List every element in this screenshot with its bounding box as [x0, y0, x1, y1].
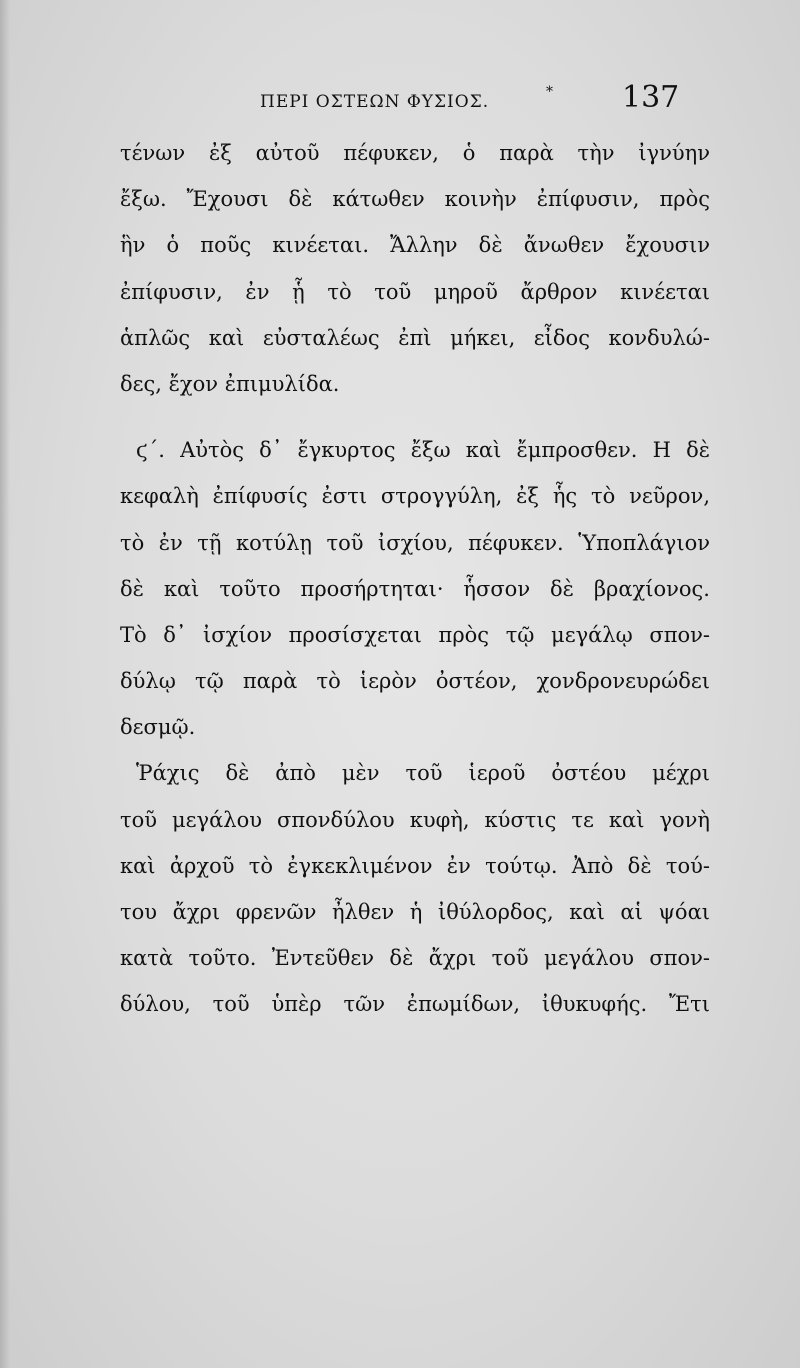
text-line: καὶ ἀρχοῦ τὸ ἐγκεκλιμένον ἐν τούτῳ. Ἀπὸ δὲ τού-	[120, 853, 710, 878]
text-line: δὲ καὶ τοῦτο προσήρτηται· ἧσσον δὲ βραχίονος.	[120, 576, 710, 601]
text-line: τένων ἐξ αὐτοῦ πέφυκεν, ὁ παρὰ τὴν ἰγνύην	[120, 141, 710, 165]
text-line: δες, ἔχον ἐπιμυλίδα.	[120, 371, 340, 396]
text-line: ἁπλῶς καὶ εὐσταλέως ἐπὶ μήκει, εἶδος κονδυλώ-	[120, 325, 710, 350]
printer-mark: *	[546, 84, 553, 100]
text-line: ἐπίφυσιν, ἐν ᾗ τὸ τοῦ μηροῦ ἄρθρον κινέεται	[120, 279, 710, 304]
page-gutter-shadow	[0, 0, 10, 1368]
page-number: 137	[622, 80, 680, 115]
text-line: δύλου, τοῦ ὑπὲρ τῶν ἐπωμίδων, ἰθυκυφής. Ἔτι	[120, 992, 710, 1017]
text-line: ἣν ὁ ποῦς κινέεται. Ἄλλην δὲ ἄνωθεν ἔχουσιν	[120, 233, 710, 258]
text-line: του ἄχρι φρενῶν ἦλθεν ἡ ἰθύλορδος, καὶ αἱ ψόαι	[120, 900, 710, 924]
text-line: δεσμῷ.	[120, 715, 196, 740]
text-line: τοῦ μεγάλου σπονδύλου κυφὴ, κύστις τε καὶ γονὴ	[120, 807, 710, 832]
text-line: ϛ΄. Αὐτὸς δ᾽ ἔγκυρτος ἔξω καὶ ἔμπροσθεν. Η δὲ	[136, 438, 710, 463]
text-line: κεφαλὴ ἐπίφυσίς ἐστι στρογγύλη, ἐξ ἧς τὸ νεῦρον,	[120, 484, 710, 509]
text-line: τὸ ἐν τῇ κοτύλῃ τοῦ ἰσχίου, πέφυκεν. Ὑποπλάγιον	[120, 530, 710, 555]
text-line: Ῥάχις δὲ ἀπὸ μὲν τοῦ ἱεροῦ ὀστέου μέχρι	[136, 761, 710, 786]
text-line: Τὸ δ᾽ ἰσχίον προσίσχεται πρὸς τῷ μεγάλῳ σπον-	[120, 622, 710, 647]
text-line: ἔξω. Ἔχουσι δὲ κάτωθεν κοινὴν ἐπίφυσιν, πρὸς	[120, 187, 710, 212]
text-line: κατὰ τοῦτο. Ἐντεῦθεν δὲ ἄχρι τοῦ μεγάλου σπον-	[120, 946, 710, 971]
text-line: δύλῳ τῷ παρὰ τὸ ἱερὸν ὀστέον, χονδρονευρώδει	[120, 669, 710, 694]
body-text	[120, 130, 710, 1028]
running-title: ΠΕΡΙ ΟΣΤΕΩΝ ΦΥΣΙΟΣ.	[260, 92, 490, 112]
